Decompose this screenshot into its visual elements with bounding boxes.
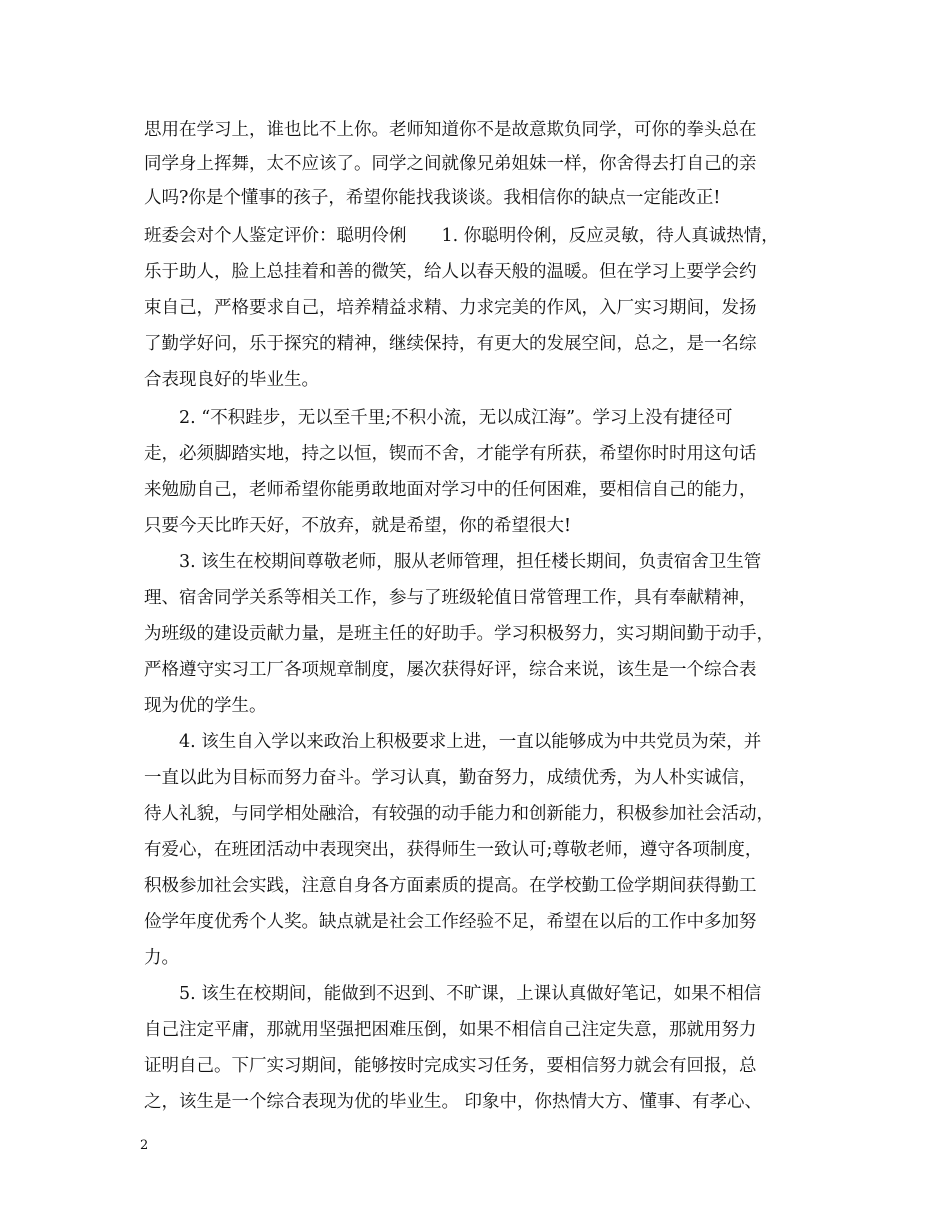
body-text-line: 只要今天比昨天好，不放弃，就是希望，你的希望很大!: [144, 516, 572, 536]
body-text-line: 来勉励自己，老师希望你能勇敢地面对学习中的任何困难，要相信自己的能力，: [144, 480, 757, 500]
body-text-line: 同学身上挥舞，太不应该了。同学之间就像兄弟姐妹一样，你舍得去打自己的亲: [144, 154, 757, 174]
body-text-line: 自己注定平庸，那就用坚强把困难压倒，如果不相信自己注定失意，那就用努力: [144, 1020, 757, 1040]
body-text-line: 力。: [144, 948, 179, 968]
body-text-line: 乐于助人，脸上总挂着和善的微笑，给人以春天般的温暖。但在学习上要学会约: [144, 262, 757, 282]
body-text-line: 合表现良好的毕业生。: [144, 370, 319, 390]
body-text-line: 一直以此为目标而努力奋斗。学习认真，勤奋努力，成绩优秀，为人朴实诚信，: [144, 768, 757, 788]
body-text-line: 3. 该生在校期间尊敬老师，服从老师管理，担任楼长期间，负责宿舍卫生管: [144, 552, 762, 572]
body-text-line: 4. 该生自入学以来政治上积极要求上进，一直以能够成为中共党员为荣，并: [144, 732, 762, 752]
body-text-line: 思用在学习上，谁也比不上你。老师知道你不是故意欺负同学，可你的拳头总在: [144, 120, 757, 140]
body-text-line: 束自己，严格要求自己，培养精益求精、力求完美的作风，入厂实习期间，发扬: [144, 298, 757, 318]
body-text-line: 之，该生是一个综合表现为优的毕业生。 印象中，你热情大方、懂事、有孝心、: [144, 1092, 763, 1112]
body-text-line: 待人礼貌，与同学相处融洽，有较强的动手能力和创新能力，积极参加社会活动，: [144, 804, 774, 824]
page-number: 2: [140, 1138, 149, 1153]
body-text-line: 了勤学好问，乐于探究的精神，继续保持，有更大的发展空间，总之，是一名综: [144, 334, 757, 354]
body-text-line: 证明自己。下厂实习期间，能够按时完成实习任务，要相信努力就会有回报，总: [144, 1056, 757, 1076]
body-text-line: 现为优的学生。: [144, 696, 267, 716]
body-text-line: 2. “不积跬步，无以至千里;不积小流，无以成江海”。学习上没有捷径可: [144, 408, 733, 428]
body-text-line: 有爱心，在班团活动中表现突出，获得师生一致认可;尊敬老师，遵守各项制度，: [144, 840, 763, 860]
body-text-line: 积极参加社会实践，注意自身各方面素质的提高。在学校勤工俭学期间获得勤工: [144, 876, 757, 896]
body-text-line: 5. 该生在校期间，能做到不迟到、不旷课，上课认真做好笔记，如果不相信: [144, 984, 762, 1004]
body-text-line: 班委会对个人鉴定评价：聪明伶俐 1. 你聪明伶俐，反应灵敏，待人真诚热情，: [144, 226, 779, 246]
body-text-line: 俭学年度优秀个人奖。缺点就是社会工作经验不足，希望在以后的工作中多加努: [144, 912, 757, 932]
body-text-line: 人吗?你是个懂事的孩子，希望你能找我谈谈。我相信你的缺点一定能改正!: [144, 188, 721, 208]
body-text-line: 为班级的建设贡献力量，是班主任的好助手。学习积极努力，实习期间勤于动手，: [144, 624, 774, 644]
body-text-line: 理、宿舍同学关系等相关工作，参与了班级轮值日常管理工作，具有奉献精神，: [144, 588, 757, 608]
body-text-line: 严格遵守实习工厂各项规章制度，屡次获得好评，综合来说，该生是一个综合表: [144, 660, 757, 680]
body-text-line: 走，必须脚踏实地，持之以恒，锲而不舍，才能学有所获，希望你时时用这句话: [144, 444, 757, 464]
